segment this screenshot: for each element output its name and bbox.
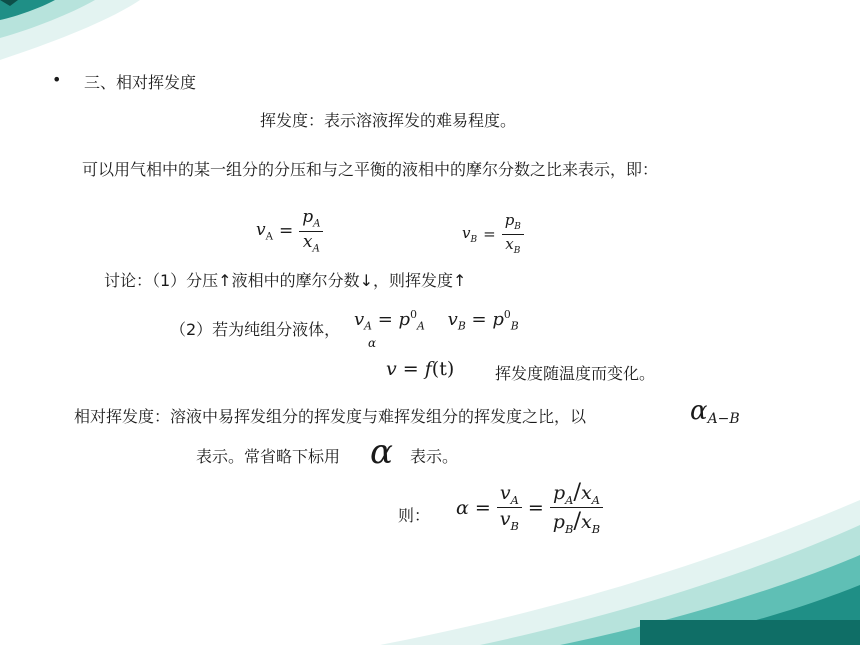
equation-va: $v_A$ = $\frac{p_A}{x_A}$	[256, 208, 323, 254]
abbreviation-suffix: 表示。	[410, 447, 459, 466]
section-heading: 三、相对挥发度	[84, 73, 197, 92]
equation-vb: $v_B$ = $\frac{p_B}{x_B}$	[462, 212, 524, 257]
expression-intro: 可以用气相中的某一组分的分压和与之平衡的液相中的摩尔分数之比来表示，即：	[82, 160, 659, 179]
relative-volatility-definition: 相对挥发度：溶液中易挥发组分的挥发度与难挥发组分的挥发度之比，以	[74, 407, 587, 426]
alpha-symbol: α	[370, 432, 393, 472]
pure-component-equation: $v_A = p^0_A$ $v_B = p^0_B$	[354, 308, 519, 333]
temperature-equation: v = f(t)	[386, 358, 455, 380]
alpha-ab-symbol: $\alpha_{A-B}$	[690, 396, 740, 428]
then-label: 则：	[398, 506, 431, 525]
alpha-small: α	[368, 336, 377, 350]
temperature-note: 挥发度随温度而变化。	[495, 364, 656, 383]
discussion-1: 讨论：（1）分压↑液相中的摩尔分数↓，则挥发度↑	[104, 271, 467, 290]
final-equation: α = $\frac{v_A}{v_B}$ = $\frac{p_A/x_A}{p_B/x_B}$	[456, 480, 603, 536]
discussion-2: （2）若为纯组分液体，	[170, 320, 341, 339]
definition-text: 挥发度：表示溶液挥发的难易程度。	[260, 111, 517, 130]
abbreviation-text: 表示。常省略下标用	[196, 447, 341, 466]
bullet: •	[52, 70, 62, 89]
